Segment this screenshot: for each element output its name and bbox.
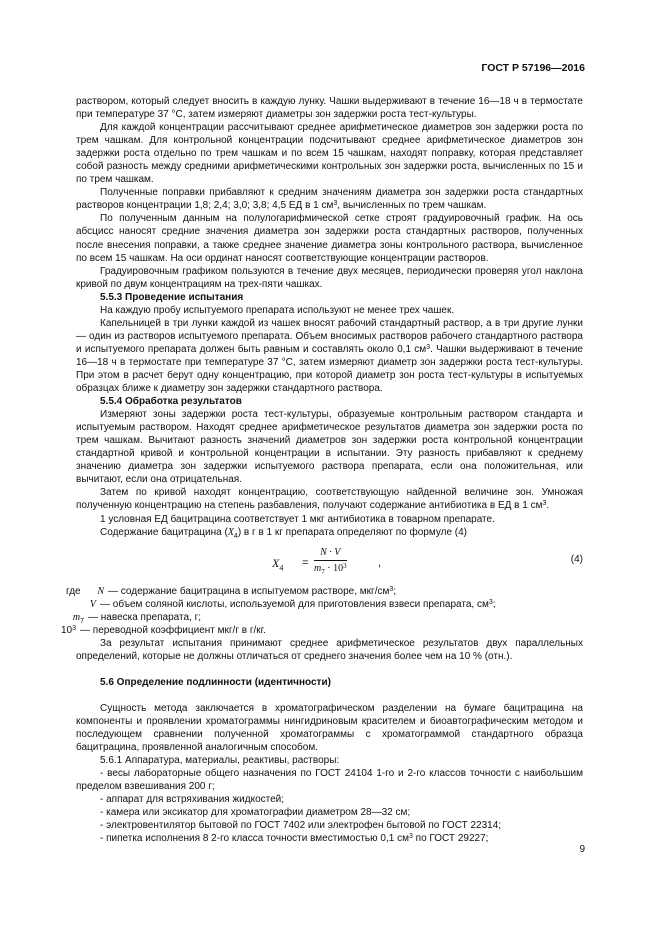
paragraph: За результат испытания принимают среднее арифметическое результатов двух параллельных определений, которые не должны отличаться от среднего значения более чем на 10 % (отн.). [76, 637, 583, 662]
formula-lhs: $X_4$ [272, 555, 284, 572]
formula-number: (4) [570, 553, 583, 565]
paragraph: Капельницей в три лунки каждой из чашек вносят рабочий стандартный раствор, а в три другие лунки — один из растворов испытуемого препарата. Объем вносимых растворов рабочего стандартного раствора и испытуемого препарата должен быть равным и составлять около 0,1 $см^3$. Чашки выдерживают в течение 16—18 ч в термостате при температуре 37 °С, затем измеряют диаметр зон задержки роста тест-культуры. При этом в расчет берут одну концентрацию, при которой диаметр зон роста тест-культуры в испытуемых образцах ближе к диаметру зон задержки стандартного раствора. [76, 317, 583, 395]
paragraph: Полученные поправки прибавляют к средним значениям диаметра зон задержки роста стандартных растворов концентрации 1,8; 2,4; 3,0; 3,8; 4,5 ЕД в 1 $см^3$, вычисленных по трем чашкам. [76, 187, 583, 212]
paragraph: Сущность метода заключается в хроматографическом разделении на бумаге бацитрацина на компоненты и проявлении хроматограммы нингидриновым красителем и биоавтографическим методом и последующем сравнении полученной хроматограммы с хроматограммой стандартного образца бацитрацина, проявленной аналогичным способом. [76, 702, 583, 754]
definition-row: V — объем соляной кислоты, используемой для приготовления взвеси препарата, $см^3$; [89, 598, 496, 610]
paragraph: раствором, который следует вносить в каждую лунку. Чашки выдерживают в течение 16—18 ч в термостате при температуре 37 °С, затем измеряют диаметры зон задержки роста тест-культуры. [76, 96, 583, 121]
formula-numerator: N · V [320, 546, 341, 558]
list-item: - камера или эксикатор для хроматографии диаметром 28—32 см; [100, 807, 411, 819]
formula-fraction [314, 546, 347, 579]
list-item: - электровентилятор бытовой по ГОСТ 7402 или электрофен бытовой по ГОСТ 22314; [100, 820, 502, 832]
document-body [60, 95, 583, 845]
definition-row: где N — содержание бацитрацина в испытуемом растворе, мкг/$см^3$; [66, 585, 397, 597]
paragraph: Содержание бацитрацина $(X_4)$ в г в 1 кг препарата определяют по формуле (4) [100, 526, 468, 540]
paragraph: Затем по кривой находят концентрацию, соответствующую найденной величине зон. Умножая полученную концентрацию на степень разбавления, получают содержание антибиотика в ЕД в 1 $см^3$. [76, 487, 583, 512]
standard-header: ГОСТ Р 57196—2016 [481, 62, 585, 74]
paragraph: Для каждой концентрации рассчитывают среднее арифметическое диаметров зон задержки роста по трем чашкам. Для контрольной концентрации подсчитывают среднее арифметическое диаметров зон задержки роста отдельно по трем чашкам и по всем 15 чашкам, находят поправку, которая представляет собой разность между средними арифметическими контрольных зон задержки роста, вычисленных по 15 и по трем чашкам. [76, 122, 583, 186]
paragraph: Измеряют зоны задержки роста тест-культуры, образуемые контрольным раствором стандарта и испытуемым раствором. Находят среднее арифметическое результатов диаметра зон задержки роста по трем чашкам. Вычитают разность значений диаметров зон задержки роста контрольной концентрации стандартной кривой и контрольной концентрации в испытании. Эту разность прибавляют к среднему значению диаметра зон задержки испытуемого раствора препарата, если она положительная, или вычитают, если она отрицательная. [76, 409, 583, 486]
page-number: 9 [579, 844, 585, 855]
section-heading: 5.6 Определение подлинности (идентичности) [100, 676, 331, 688]
paragraph: По полученным данным на полулогарифмической сетке строят градуировочный график. На ось абсцисс наносят средние значения диаметра зон задержки роста стандартных растворов, полученных после внесения поправки, а также среднее значение диаметра зоны контрольного раствора, вычисленное по всем 15 чашкам. На оси ординат наносят соответствующие концентрации растворов. [76, 213, 583, 264]
definition-row: $10^3$ — переводной коэффициент мкг/г в г/кг. [60, 624, 266, 636]
list-item: - весы лабораторные общего назначения по ГОСТ 24104 1-го и 2-го классов точности с наибольшим пределом взвешивания 200 г; [76, 768, 583, 793]
paragraph: На каждую пробу испытуемого препарата используют не менее трех чашек. [100, 304, 455, 316]
formula-equals: = [302, 556, 309, 569]
section-heading: 5.5.4 Обработка результатов [100, 396, 242, 408]
section-heading: 5.6.1 Аппаратура, материалы, реактивы, растворы: [100, 755, 340, 767]
formula-comma: , [378, 556, 382, 569]
list-item: - пипетка исполнения 8 2-го класса точности вместимостью 0,1 $см^3$ по ГОСТ 29227; [100, 833, 489, 845]
definition-row: $m_7$ — навеска препарата, г; [72, 611, 201, 625]
formula-4 [76, 543, 583, 585]
fraction-bar [314, 560, 347, 561]
paragraph: Градуировочным графиком пользуются в течение двух месяцев, периодически проверяя угол наклона кривой по двум концентрациям на трех-пяти чашках. [76, 265, 583, 290]
paragraph: 1 условная ЕД бацитрацина соответствует 1 мкг антибиотика в товарном препарате. [100, 513, 495, 525]
formula-denominator: $m_7 \cdot 10^3$ [314, 561, 347, 576]
section-heading: 5.5.3 Проведение испытания [100, 291, 244, 303]
list-item: - аппарат для встряхивания жидкостей; [100, 794, 285, 806]
